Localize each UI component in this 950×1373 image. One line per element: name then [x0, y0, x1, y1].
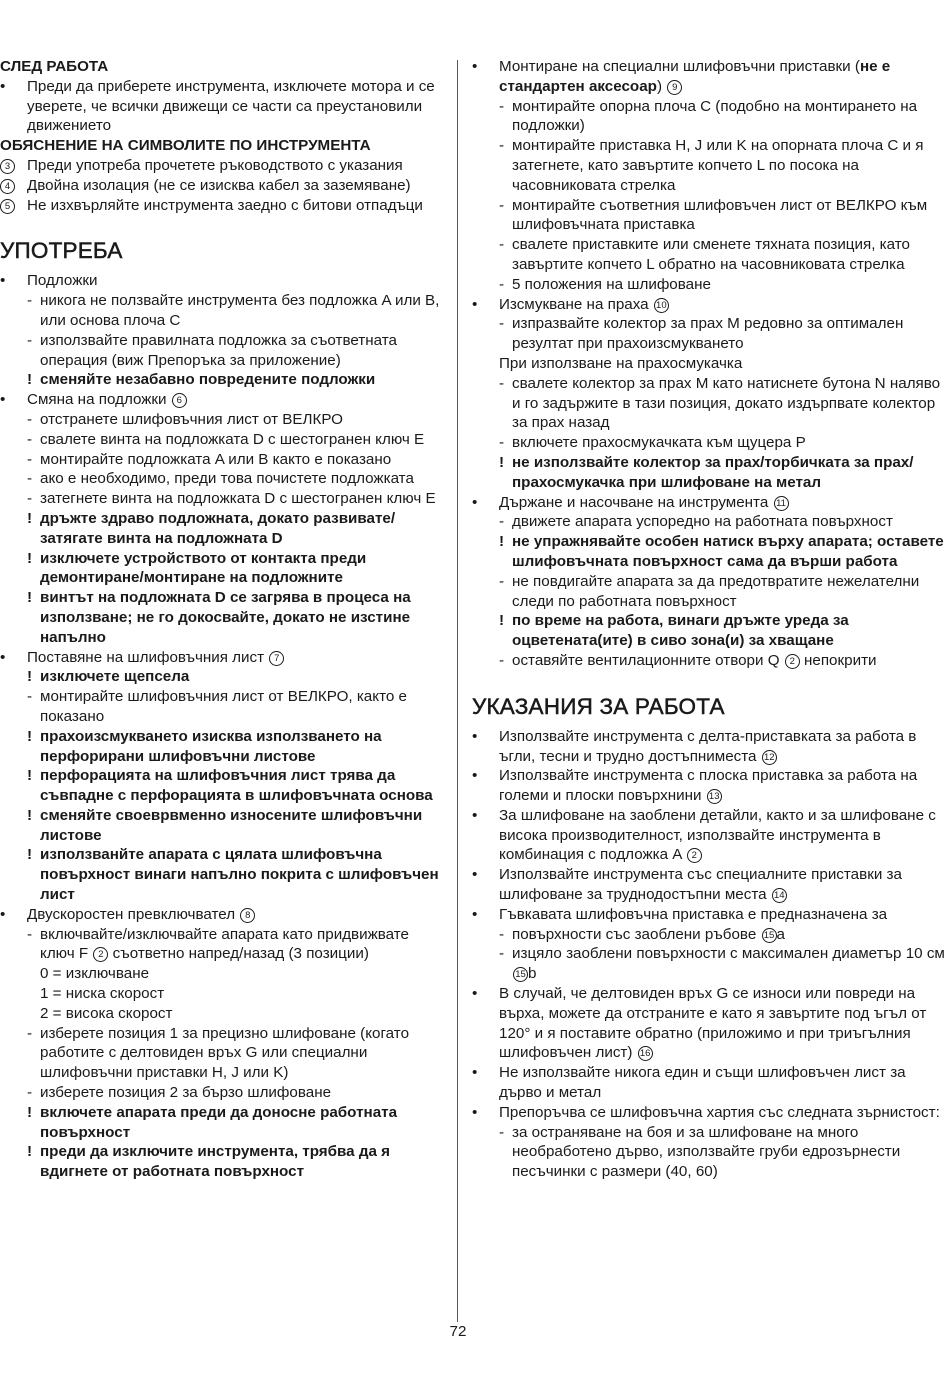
warning-icon: ! — [27, 1103, 33, 1121]
warning-item: ! прахоизсмукването изисква използването на перфорирани шлифовъчни листове — [27, 727, 382, 765]
warning-icon: ! — [27, 509, 33, 527]
warning-item: ! перфорацията на шлифовъчния лист трява да съвпадне с перфорацията в шлифовъчната основа — [27, 767, 433, 805]
symbol-item: 3 Преди употреба прочетете ръководството с указания — [0, 156, 446, 176]
warning-icon: ! — [27, 668, 33, 686]
circled-number-icon: 4 — [0, 179, 15, 194]
circled-number-icon: 12 — [762, 750, 777, 765]
bullet-icon: • — [472, 806, 478, 824]
bullet-icon: • — [472, 1064, 478, 1082]
warning-icon: ! — [499, 533, 505, 551]
sub-item: - изберете позиция 1 за прецизно шлифоване (когато работите с делтовиден връх G или специални шлифовъчни приставки H, J или K) — [27, 1024, 410, 1082]
bullet-icon: • — [0, 77, 6, 95]
bullet-icon: • — [472, 58, 478, 75]
sub-item: - ако е необходимо, преди това почистете подложката — [27, 470, 414, 488]
sub-item: - използвайте правилната подложка за съответната операция (виж Препоръка за приложение) — [27, 331, 397, 369]
sub-item: - затегнете винта на подложката D с шестогранен ключ E — [27, 490, 436, 508]
tips-heading: УКАЗАНИЯ ЗА РАБОТА — [472, 693, 725, 719]
circled-number-icon: 6 — [172, 393, 187, 408]
vacuum-label: При използване на прахосмукачка — [499, 354, 743, 372]
column-divider — [457, 60, 458, 1322]
sub-item: - движете апарата успоредно на работната повърхност — [499, 513, 893, 531]
warning-icon: ! — [499, 453, 505, 471]
warning-item: ! сменяйте незабавно повредените подложки — [27, 371, 376, 389]
bullet-icon: • — [0, 272, 6, 290]
symbols-heading: ОБЯСНЕНИЕ НА СИМВОЛИТЕ ПО ИНСТРУМЕНТА — [0, 137, 371, 155]
circled-number-icon: 14 — [772, 888, 787, 903]
warning-item: ! винтът на подложната D се загрява в процеса на използване; не го докосвайте, докато не изстине напълно — [27, 589, 411, 646]
right-column — [472, 57, 947, 1182]
sub-item: - не повдигайте апарата за да предотвратите нежелателни следи по работната повърхност — [499, 572, 920, 610]
list-item: • Изсмукване на праха 10 — [472, 295, 947, 315]
list-item: • Гъвкавата шлифовъчна приставка е предназначена за — [472, 905, 888, 923]
use-heading: УПОТРЕБА — [0, 238, 123, 264]
warning-icon: ! — [27, 371, 33, 389]
warning-item: ! преди да изключите инструмента, трябва да я вдигнете от работната повърхност — [27, 1143, 390, 1181]
bullet-icon: • — [472, 985, 478, 1003]
sub-item: - свалете винта на подложката D с шестогранен ключ E — [27, 430, 425, 448]
list-item: • Използвайте инструмента със специалните приставки за шлифоване за труднодостъпни места 14 — [472, 866, 902, 904]
warning-icon: ! — [27, 806, 33, 824]
list-item: • Подложки — [0, 272, 98, 290]
list-item: • Поставяне на шлифовъчния лист 7 — [0, 648, 446, 668]
list-item: • В случай, че делтовиден връх G се износи или повреди на върха, можете да отстраните е като я завъртите под ъгъл от 120° и я поставите обратно (приложимо и при триъгълния шлифовъчен лист) 16 — [472, 985, 927, 1062]
bullet-icon: • — [472, 866, 478, 884]
sub-item: - повърхности със заоблени ръбове 15 a — [499, 925, 785, 943]
warning-item: ! включете апарата преди да доносне работната повърхност — [27, 1103, 398, 1141]
sub-item: - монтирайте шлифовъчния лист от ВЕЛКРО, както е показано — [27, 688, 407, 725]
warning-item: ! използванйте апарата с цялата шлифовъчна повърхност винаги напълно покрита с шлифовъчен лист — [27, 846, 439, 904]
bullet-icon: • — [0, 905, 6, 923]
list-item: • Не използвайте никога един и същи шлифовъчен лист за дърво и метал — [472, 1064, 906, 1102]
bullet-icon: • — [472, 295, 478, 313]
list-item: • Смяна на подложки 6 — [0, 390, 446, 410]
circled-number-icon: 5 — [0, 199, 15, 214]
after-work-heading: СЛЕД РАБОТА — [0, 58, 109, 75]
warning-item: ! по време на работа, винаги дръжте уреда за оцветената(ите) в сиво зона(и) за хващане — [499, 612, 849, 650]
bullet-icon: • — [472, 1103, 478, 1121]
sub-item: - монтирайте съответния шлифовъчен лист от ВЕЛКРО към шлифовъчната приставка — [499, 196, 928, 234]
symbol-item: 4 Двойна изолация (не се изисква кабел за заземяване) — [0, 176, 446, 196]
sub-item: - монтирайте опорна плоча C (подобно на монтирането на подложки) — [499, 97, 918, 135]
switch-position: 0 = изключване — [40, 965, 150, 983]
circled-number-icon: 2 — [687, 848, 702, 863]
sub-item: - за остраняване на боя и за шлифоване на много необработено дърво, използвайте груби едрозърнести песъчинки с размери (40, 60) — [499, 1123, 901, 1181]
bullet-icon: • — [472, 767, 478, 785]
page-number: 72 — [449, 1323, 467, 1340]
sub-item: - никога не ползвайте инструмента без подложка A или B, или основа плоча C — [27, 292, 440, 329]
list-item: • За шлифоване на заоблени детайли, както и за шлифоване с висока производителност, използвайте инструмента в комбинация с подложка A 2 — [472, 806, 936, 864]
warning-item: ! не използвайте колектор за прах/торбичката за прах/прахосмукачка при шлифоване на метал — [499, 453, 914, 491]
circled-number-icon: 16 — [638, 1046, 653, 1061]
circled-number-icon: 8 — [240, 908, 255, 923]
sub-item: - монтирайте приставка H, J или K на опорната плоча C и я затегнете, като завъртите копчето L по посока на часовниковата стрелка — [499, 137, 924, 194]
sub-item: - оставяйте вентилационните отвори Q 2 непокрити — [499, 651, 877, 669]
list-item: • Преди да приберете инструмента, изключете мотора и се уверете, че всички движещи се части са преустановили движението — [0, 77, 435, 135]
sub-item: - монтирайте подложката A или B както е показано — [27, 450, 392, 468]
warning-icon: ! — [27, 846, 33, 864]
sub-item: - включвайте/изключвайте апарата като придвижвате ключ F 2 съответно напред/назад (3 позиции) — [27, 925, 410, 963]
sub-item: - свалете приставките или сменете тяхната позиция, като завъртите копчето L обратно на часовниковата стрелка — [499, 236, 910, 273]
warning-icon: ! — [27, 727, 33, 745]
symbol-item: 5 Не изхвърляйте инструмента заедно с битови отпадъци — [0, 196, 446, 216]
bullet-icon: • — [0, 648, 6, 666]
circled-number-icon: 15 — [762, 928, 777, 943]
switch-position: 1 = ниска скорост — [40, 985, 165, 1003]
circled-number-icon: 11 — [774, 496, 789, 511]
sub-item: - 5 положения на шлифоване — [499, 275, 711, 293]
switch-position: 2 = висока скорост — [40, 1004, 173, 1022]
list-item: • Двускоростен превключвател 8 — [0, 905, 446, 925]
bullet-icon: • — [472, 905, 478, 923]
circled-number-icon: 3 — [0, 159, 15, 174]
sub-item: - отстранете шлифовъчния лист от ВЕЛКРО — [27, 410, 343, 428]
sub-item: - изцяло заоблени повърхности с максимален диаметър 10 см 15 b — [499, 945, 945, 983]
left-column — [0, 57, 446, 1182]
circled-number-icon: 15 — [513, 967, 528, 982]
circled-number-icon: 13 — [707, 789, 722, 804]
warning-item: ! сменяйте своеврвменно износените шлифовъчни листове — [27, 806, 423, 844]
bullet-icon: • — [472, 727, 478, 745]
warning-icon: ! — [27, 767, 33, 785]
bullet-icon: • — [472, 493, 478, 511]
warning-icon: ! — [27, 549, 33, 567]
warning-item: ! не упражнявайте особен натиск върху апарата; оставете шлифовъчната повърхност сама да върши работа — [499, 533, 944, 570]
warning-item: ! изключете устройството от контакта преди демонтиране/монтиране на подложните — [27, 549, 367, 587]
list-item: • Държане и насочване на инструмента 11 — [472, 493, 947, 513]
circled-number-icon: 2 — [93, 947, 108, 962]
list-item: • Използвайте инструмента с делта-приставката за работа в ъгли, тесни и трудно достъпниместа 12 — [472, 727, 917, 765]
warning-item: ! дръжте здраво подложната, докато развивате/затягате винта на подложната D — [27, 509, 396, 547]
warning-icon: ! — [499, 612, 505, 630]
sub-item: - изпразвайте колектор за прах M редовно за оптимален резултат при прахоизсмукването — [499, 315, 904, 353]
list-item: • Използвайте инструмента с плоска приставка за работа на големи и плоски повърхнини 13 — [472, 767, 918, 805]
list-item: • Препоръчва се шлифовъчна хартия със следната зърнистост: — [472, 1103, 940, 1121]
sub-item: - изберете позиция 2 за бързо шлифоване — [27, 1084, 332, 1102]
sub-item: - включете прахосмукачката към щуцера P — [499, 434, 806, 452]
circled-number-icon: 9 — [667, 80, 682, 95]
circled-number-icon: 2 — [785, 654, 800, 669]
warning-icon: ! — [27, 589, 33, 607]
warning-icon: ! — [27, 1143, 33, 1161]
bullet-icon: • — [0, 391, 6, 409]
circled-number-icon: 10 — [654, 298, 669, 313]
warning-item: ! изключете щепсела — [27, 668, 190, 686]
list-item: • Монтиране на специални шлифовъчни приставки (не е стандартен аксесоар) 9 — [472, 58, 891, 95]
circled-number-icon: 7 — [269, 651, 284, 666]
sub-item: - свалете колектор за прах M като натиснете бутона N наляво и го задържите в тази позиция, докато издърпвате колектор за прах назад — [499, 374, 941, 432]
